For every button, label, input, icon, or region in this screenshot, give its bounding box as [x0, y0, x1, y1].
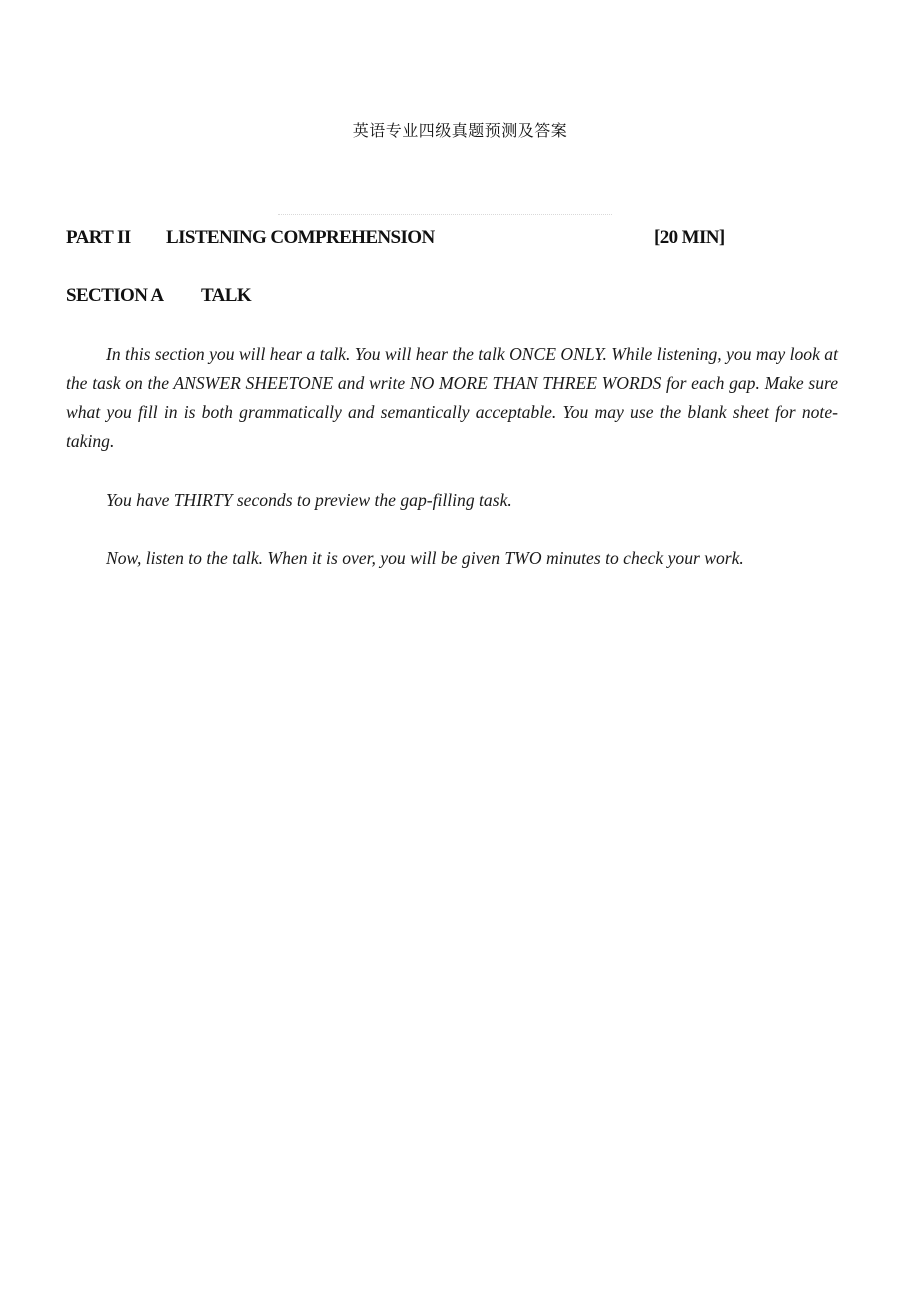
instructions-paragraph: In this section you will hear a talk. You will hear the talk ONCE ONLY. While listening, you may look at the task on the ANSWER SHEETONE and write NO MORE THAN THREE WORDS for each gap. Make sure what you fill in is both grammatically and semantically acceptable. You may use the blank sheet for note-taking. [66, 344, 838, 451]
part-heading [66, 227, 766, 251]
section-name: TALK [201, 285, 252, 306]
section-label: SECTION A [66, 285, 164, 306]
section-heading [66, 285, 466, 309]
part-time-limit: [20 MIN] [654, 227, 725, 248]
preview-note: You have THIRTY seconds to preview the gap-filling task. [106, 490, 512, 510]
part-name: LISTENING COMPREHENSION [166, 227, 435, 248]
divider [278, 214, 612, 215]
page-title: 英语专业四级真题预测及答案 [352, 121, 568, 140]
part-number: PART II [66, 227, 131, 248]
listen-note: Now, listen to the talk. When it is over, you will be given TWO minutes to check your work. [106, 548, 744, 568]
